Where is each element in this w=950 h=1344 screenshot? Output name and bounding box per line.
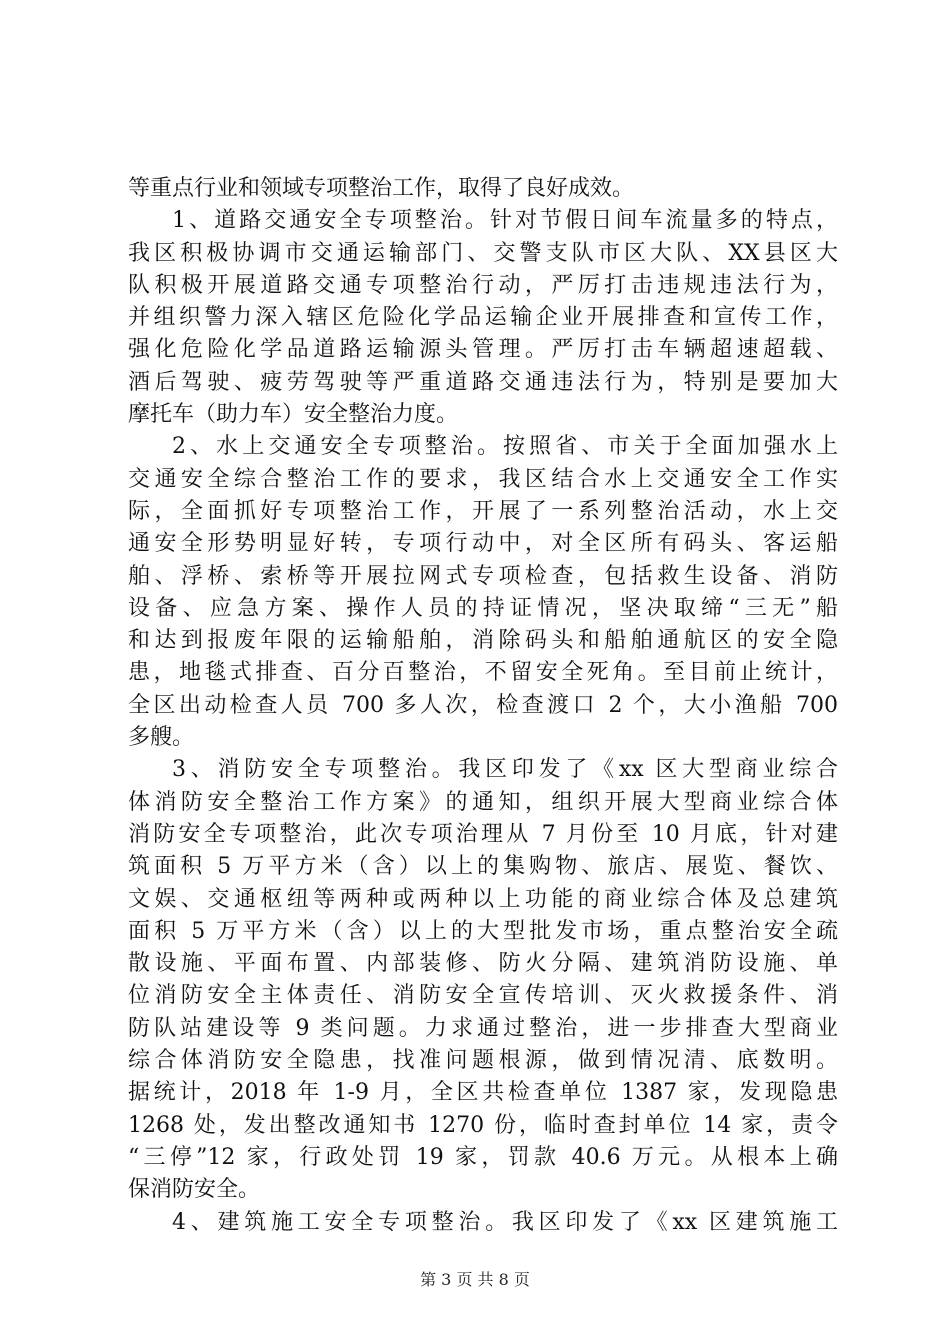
text-line: 交通安全综合整治工作的要求，我区结合水上交通安全工作实 bbox=[128, 466, 838, 492]
text-line: 和达到报废年限的运输船舶，消除码头和船舶通航区的安全隐 bbox=[128, 628, 838, 654]
text-line: 际，全面抓好专项整治工作，开展了一系列整治活动，水上交 bbox=[128, 498, 838, 524]
text-line: 1、道路交通安全专项整治。针对节假日间车流量多的特点， bbox=[172, 208, 838, 234]
text-line: 队积极开展道路交通专项整治行动，严厉打击违规违法行为， bbox=[128, 272, 838, 298]
text-line: 摩托车（助力车）安全整治力度。 bbox=[128, 402, 459, 428]
text-line: 3、消防安全专项整治。我区印发了《xx 区大型商业综合 bbox=[172, 757, 838, 783]
page-footer: 第 3 页 共 8 页 bbox=[420, 1270, 530, 1289]
text-line: 综合体消防安全隐患，找准问题根源，做到情况清、底数明。 bbox=[128, 1048, 838, 1074]
text-line: 酒后驾驶、疲劳驾驶等严重道路交通违法行为，特别是要加大 bbox=[128, 369, 838, 395]
text-line: 我区积极协调市交通运输部门、交警支队市区大队、XX县区大 bbox=[128, 240, 838, 266]
text-line: 位消防安全主体责任、消防安全宣传培训、灭火救援条件、消 bbox=[128, 983, 838, 1009]
text-line: 保消防安全。 bbox=[128, 1177, 261, 1203]
text-line: 散设施、平面布置、内部装修、防火分隔、建筑消防设施、单 bbox=[128, 951, 838, 977]
text-line: 强化危险化学品道路运输源头管理。严厉打击车辆超速超载、 bbox=[128, 337, 838, 363]
text-line: 设备、应急方案、操作人员的持证情况，坚决取缔“三无”船 bbox=[128, 595, 838, 621]
text-line: 防队站建设等 9 类问题。力求通过整治，进一步排查大型商业 bbox=[128, 1015, 838, 1041]
text-line: 等重点行业和领域专项整治工作，取得了良好成效。 bbox=[128, 176, 635, 201]
text-line: 4、建筑施工安全专项整治。我区印发了《xx 区建筑施工 bbox=[172, 1209, 838, 1235]
text-line: 2、水上交通安全专项整治。按照省、市关于全面加强水上 bbox=[172, 434, 838, 460]
text-line: 患，地毯式排查、百分百整治，不留安全死角。至目前止统计， bbox=[128, 660, 838, 686]
text-line: 据统计，2018 年 1-9 月，全区共检查单位 1387 家，发现隐患 bbox=[128, 1080, 838, 1106]
text-line: 1268 处，发出整改通知书 1270 份，临时查封单位 14 家，责令 bbox=[128, 1112, 838, 1138]
text-line: 消防安全专项整治，此次专项治理从 7 月份至 10 月底，针对建 bbox=[128, 821, 838, 847]
text-line: 通安全形势明显好转，专项行动中，对全区所有码头、客运船 bbox=[128, 531, 838, 557]
text-line: “三停”12 家，行政处罚 19 家，罚款 40.6 万元。从根本上确 bbox=[128, 1144, 838, 1170]
text-line: 并组织警力深入辖区危险化学品运输企业开展排查和宣传工作， bbox=[128, 305, 838, 331]
text-line: 舶、浮桥、索桥等开展拉网式专项检查，包括救生设备、消防 bbox=[128, 563, 838, 589]
text-line: 面积 5 万平方米（含）以上的大型批发市场，重点整治安全疏 bbox=[128, 918, 838, 944]
document-body bbox=[128, 173, 838, 1239]
text-line: 文娱、交通枢纽等两种或两种以上功能的商业综合体及总建筑 bbox=[128, 886, 838, 912]
text-line: 体消防安全整治工作方案》的通知，组织开展大型商业综合体 bbox=[128, 789, 838, 815]
text-line: 全区出动检查人员 700 多人次，检查渡口 2 个，大小渔船 700 bbox=[128, 692, 838, 718]
text-line: 筑面积 5 万平方米（含）以上的集购物、旅店、展览、餐饮、 bbox=[128, 854, 838, 880]
text-line: 多艘。 bbox=[128, 725, 195, 751]
